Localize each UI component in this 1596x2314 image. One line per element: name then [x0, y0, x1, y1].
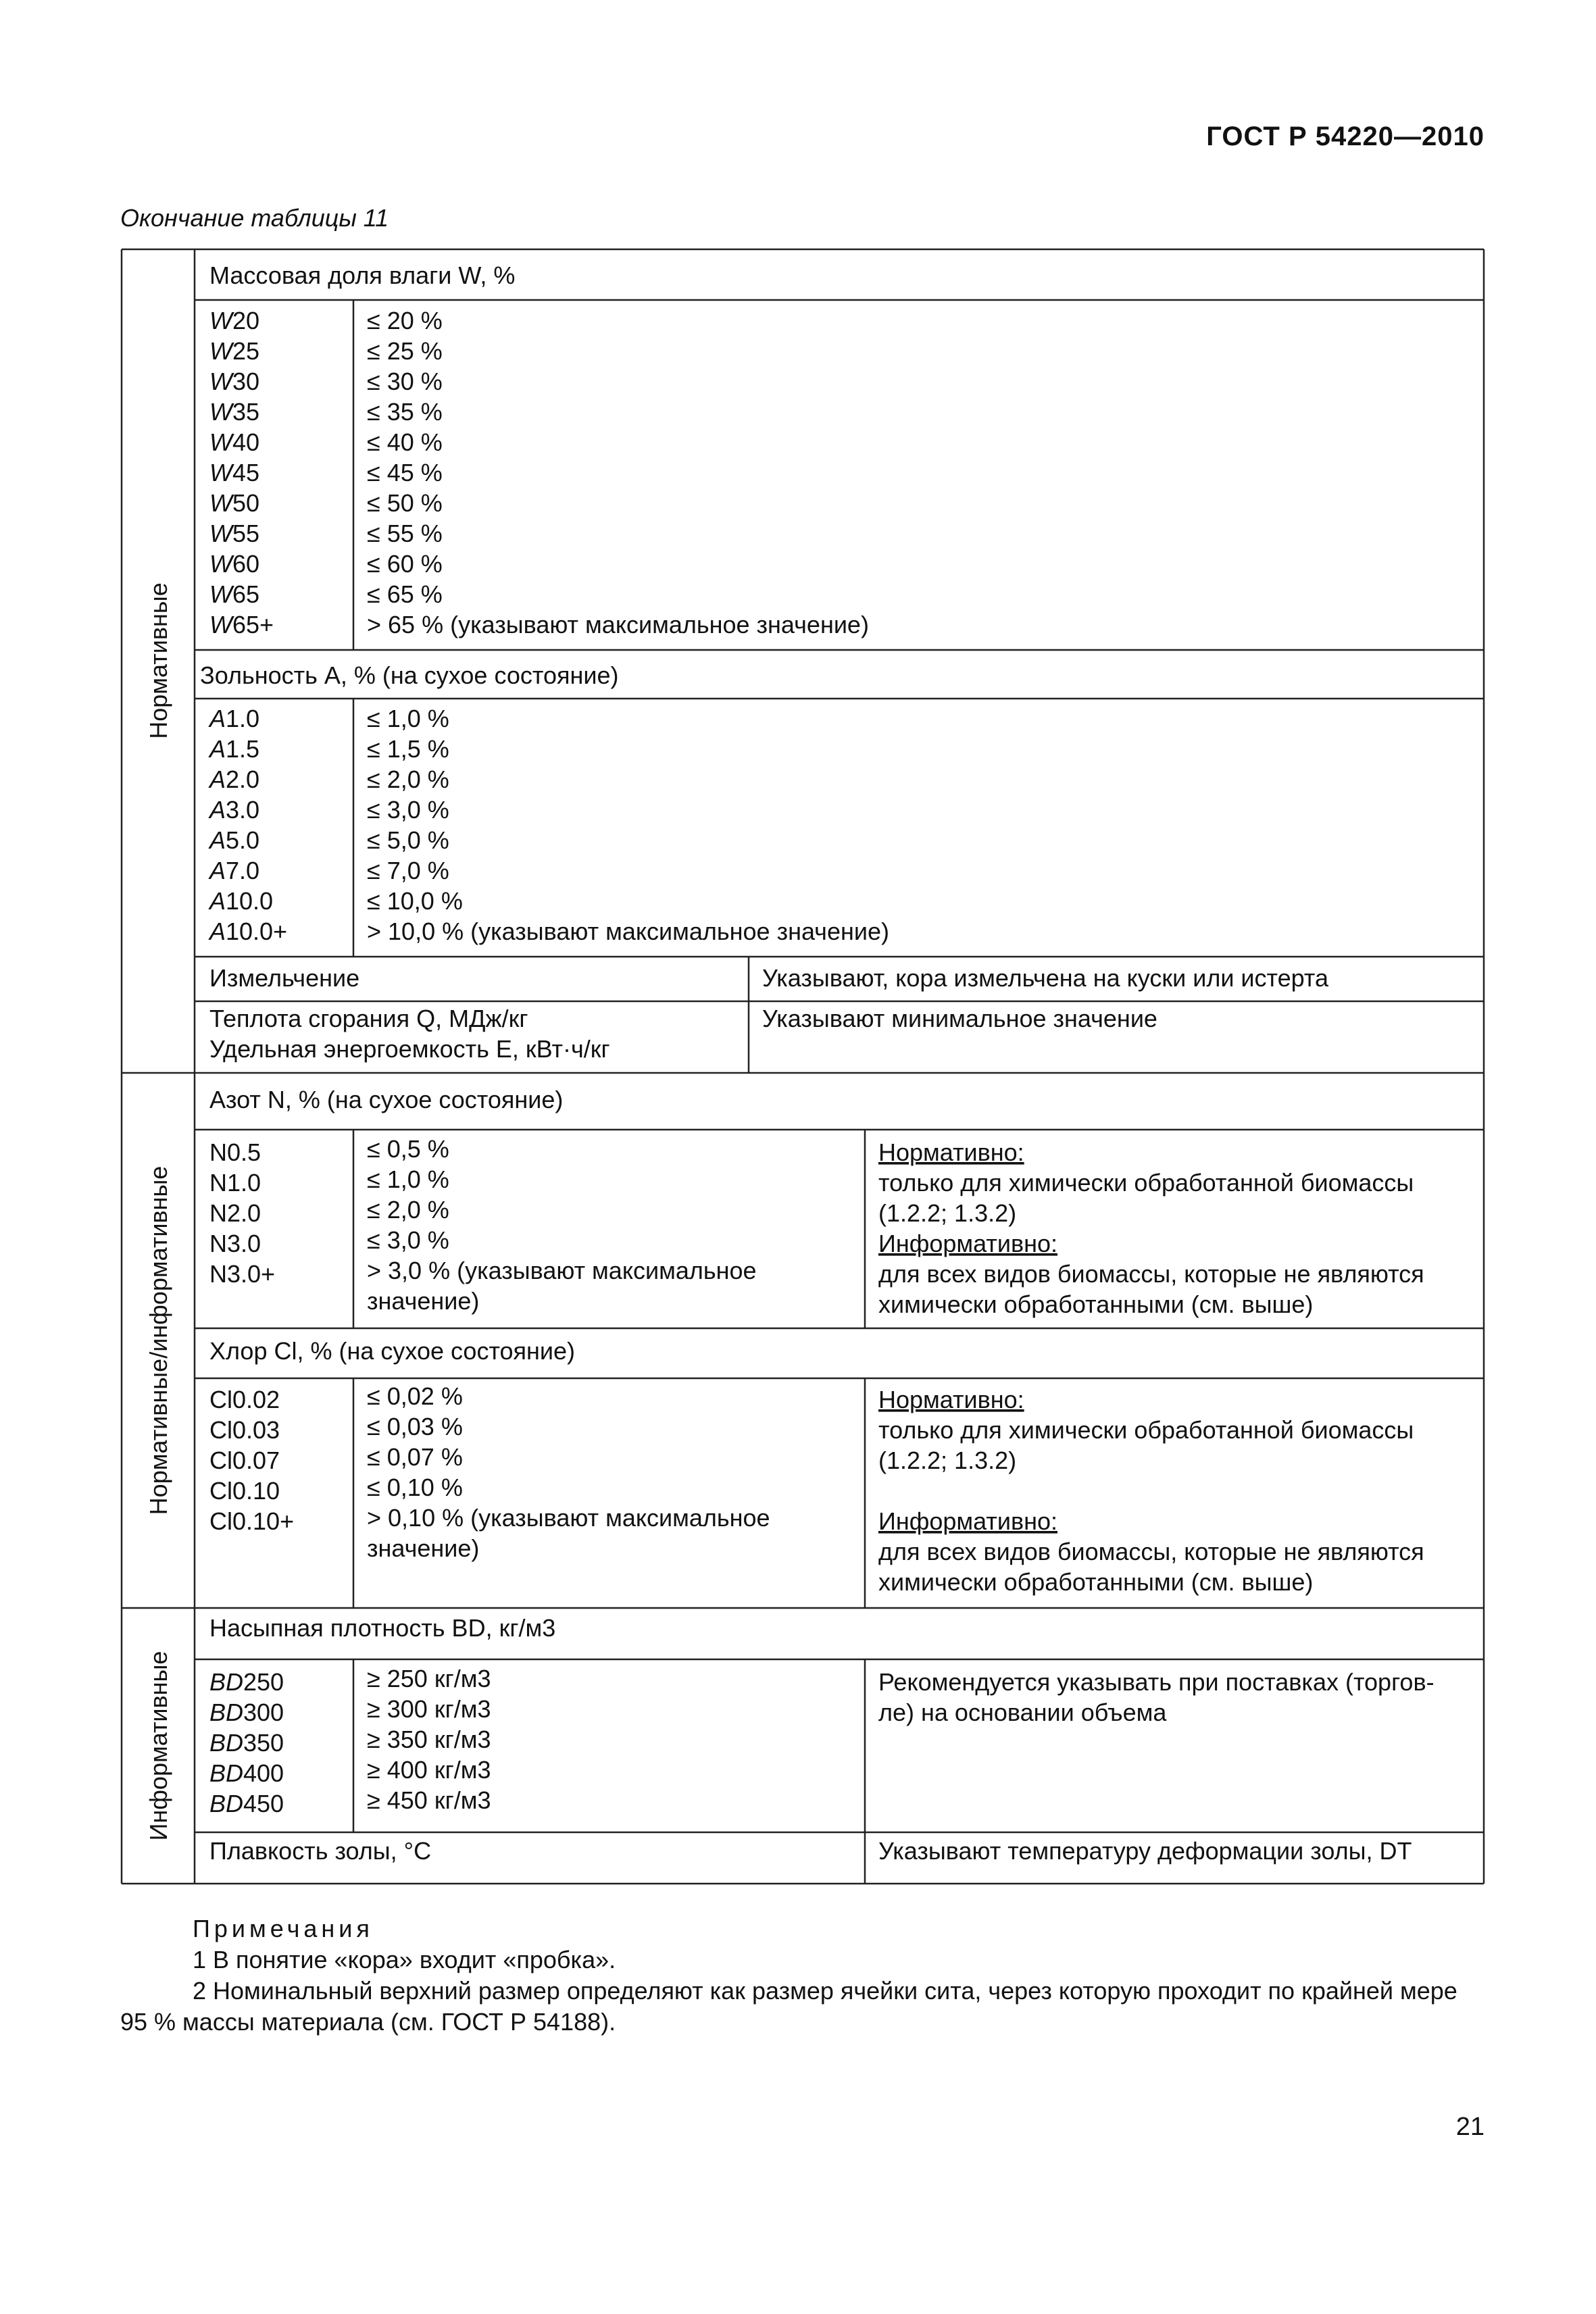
moisture-codes — [209, 307, 274, 638]
moisture-value: ≤ 20 % — [367, 307, 443, 334]
chlorine-note-text-1b: (1.2.2; 1.3.2) — [878, 1447, 1017, 1474]
moisture-code: W35 — [209, 398, 260, 426]
chlorine-value: ≤ 0,02 % — [367, 1382, 463, 1410]
chlorine-values — [367, 1382, 770, 1562]
ash-code: A1.0 — [209, 705, 260, 732]
ash-value: ≤ 1,5 % — [367, 735, 449, 763]
nitrogen-note-heading-2: Информативно: — [878, 1230, 1058, 1257]
nitrogen-note-text-2a: для всех видов биомассы, которые не являются — [878, 1260, 1424, 1288]
chlorine-code: Cl0.10 — [209, 1477, 280, 1505]
density-value: ≥ 400 кг/м3 — [367, 1756, 491, 1784]
grinding-value: Указывают, кора измельчена на куски или истерта — [762, 964, 1328, 992]
moisture-code: W60 — [209, 550, 260, 578]
chlorine-value: ≤ 0,10 % — [367, 1474, 463, 1501]
chlorine-note-text-2a: для всех видов биомассы, которые не являются — [878, 1538, 1424, 1565]
ash-title: Зольность A, % (на сухое состояние) — [200, 661, 619, 689]
moisture-value: > 65 % (указывают максимальное значение) — [367, 611, 869, 638]
chlorine-title: Хлор Cl, % (на сухое состояние) — [209, 1337, 576, 1365]
nitrogen-value: ≤ 2,0 % — [367, 1196, 449, 1224]
moisture-values — [367, 307, 869, 638]
density-code: BD450 — [209, 1790, 284, 1817]
density-value: ≥ 300 кг/м3 — [367, 1695, 491, 1723]
page-number: 21 — [1455, 2113, 1485, 2141]
nitrogen-note-text-1a: только для химически обработанной биомассы — [878, 1169, 1414, 1197]
density-code: BD250 — [209, 1668, 284, 1696]
ash-code: A3.0 — [209, 796, 260, 824]
ash-code: A1.5 — [209, 735, 260, 763]
nitrogen-value: ≤ 3,0 % — [367, 1226, 449, 1254]
ash-code: A10.0+ — [209, 917, 288, 945]
moisture-code: W25 — [209, 337, 260, 365]
ash-value: ≤ 2,0 % — [367, 765, 449, 793]
nitrogen-value: ≤ 1,0 % — [367, 1165, 449, 1193]
grinding-label: Измельчение — [209, 964, 360, 992]
moisture-value: ≤ 45 % — [367, 459, 443, 486]
chlorine-value: > 0,10 % (указывают максимальное — [367, 1504, 770, 1532]
ash-value: ≤ 3,0 % — [367, 796, 449, 824]
ash-values — [367, 705, 889, 945]
notes-title: Примечания — [193, 1915, 374, 1942]
nitrogen-code: N3.0+ — [209, 1260, 276, 1288]
density-codes — [209, 1668, 284, 1817]
standard-header: ГОСТ Р 54220—2010 — [1206, 122, 1485, 151]
chlorine-code: Cl0.07 — [209, 1447, 280, 1474]
moisture-code: W65+ — [209, 611, 274, 638]
nitrogen-codes — [209, 1138, 275, 1288]
moisture-value: ≤ 55 % — [367, 520, 443, 547]
nitrogen-code: N2.0 — [209, 1199, 261, 1227]
density-value: ≥ 250 кг/м3 — [367, 1665, 491, 1692]
density-title: Насыпная плотность BD, кг/м3 — [209, 1614, 556, 1642]
density-value: ≥ 350 кг/м3 — [367, 1726, 491, 1753]
table-caption: Окончание таблицы 11 — [120, 204, 389, 232]
heat-label-2: Удельная энергоемкость E, кВт·ч/кг — [209, 1035, 610, 1063]
ash-value: ≤ 5,0 % — [367, 826, 449, 854]
nitrogen-note-text-1b: (1.2.2; 1.3.2) — [878, 1199, 1017, 1227]
moisture-value: ≤ 60 % — [367, 550, 443, 578]
ash-value: > 10,0 % (указывают максимальное значение) — [367, 917, 889, 945]
chlorine-value: ≤ 0,03 % — [367, 1413, 463, 1440]
ash-codes — [208, 705, 287, 945]
ash-value: ≤ 7,0 % — [367, 857, 449, 884]
moisture-code: W55 — [209, 520, 260, 547]
moisture-value: ≤ 30 % — [367, 368, 443, 395]
moisture-code: W45 — [209, 459, 260, 486]
chlorine-value: значение) — [367, 1534, 480, 1562]
chlorine-value: ≤ 0,07 % — [367, 1443, 463, 1471]
section-label-normative: Нормативные — [145, 582, 172, 739]
moisture-code: W50 — [209, 489, 260, 517]
nitrogen-code: N3.0 — [209, 1230, 261, 1257]
ash-melting-value: Указывают температуру деформации золы, DT — [878, 1837, 1412, 1865]
chlorine-codes — [209, 1386, 294, 1535]
moisture-value: ≤ 35 % — [367, 398, 443, 426]
chlorine-note-heading-1: Нормативно: — [878, 1386, 1024, 1413]
ash-melting-label: Плавкость золы, °C — [209, 1837, 432, 1865]
notes-block — [120, 1913, 1485, 2038]
nitrogen-title: Азот N, % (на сухое состояние) — [209, 1086, 564, 1113]
moisture-code: W40 — [209, 428, 260, 456]
density-code: BD300 — [209, 1699, 284, 1726]
moisture-code: W30 — [209, 368, 260, 395]
chlorine-note-heading-2: Информативно: — [878, 1507, 1058, 1535]
nitrogen-code: N1.0 — [209, 1169, 261, 1197]
density-note-1: Рекомендуется указывать при поставках (торгов- — [878, 1668, 1435, 1696]
moisture-value: ≤ 50 % — [367, 489, 443, 517]
density-code: BD350 — [209, 1729, 284, 1757]
moisture-code: W20 — [209, 307, 260, 334]
nitrogen-value: ≤ 0,5 % — [367, 1135, 449, 1163]
note-1: 1 В понятие «кора» входит «пробка». — [193, 1946, 616, 1973]
section-label-normative-informative: Нормативные/информативные — [145, 1165, 172, 1515]
moisture-value: ≤ 40 % — [367, 428, 443, 456]
density-value: ≥ 450 кг/м3 — [367, 1786, 491, 1814]
nitrogen-note-text-2b: химически обработанными (см. выше) — [878, 1290, 1314, 1318]
ash-code: A7.0 — [209, 857, 260, 884]
density-code: BD400 — [209, 1759, 284, 1787]
nitrogen-value: значение) — [367, 1287, 480, 1315]
heat-value: Указывают минимальное значение — [762, 1005, 1157, 1032]
ash-value: ≤ 10,0 % — [367, 887, 463, 915]
chlorine-note-text-2b: химически обработанными (см. выше) — [878, 1568, 1314, 1596]
chlorine-code: Cl0.10+ — [209, 1507, 295, 1535]
nitrogen-code: N0.5 — [209, 1138, 261, 1166]
moisture-title: Массовая доля влаги W, % — [209, 261, 516, 289]
note-2: 2 Номинальный верхний размер определяют как размер ячейки сита, через которую проходит по крайней мере 95 % массы материала (см. ГОСТ Р 54188). — [120, 1977, 1457, 2036]
ash-code: A10.0 — [209, 887, 274, 915]
moisture-value: ≤ 65 % — [367, 580, 443, 608]
ash-code: A2.0 — [209, 765, 260, 793]
moisture-value: ≤ 25 % — [367, 337, 443, 365]
nitrogen-values — [367, 1135, 757, 1315]
chlorine-code: Cl0.02 — [209, 1386, 280, 1413]
moisture-code: W65 — [209, 580, 260, 608]
ash-code: A5.0 — [209, 826, 260, 854]
chlorine-note-text-1a: только для химически обработанной биомассы — [878, 1416, 1414, 1444]
section-label-informative: Информативные — [145, 1651, 172, 1841]
density-values — [367, 1665, 491, 1814]
nitrogen-value: > 3,0 % (указывают максимальное — [367, 1257, 757, 1284]
nitrogen-note-heading-1: Нормативно: — [878, 1138, 1024, 1166]
heat-label-1: Теплота сгорания Q, МДж/кг — [209, 1005, 528, 1032]
density-note-2: ле) на основании объема — [878, 1699, 1167, 1726]
chlorine-code: Cl0.03 — [209, 1416, 280, 1444]
ash-value: ≤ 1,0 % — [367, 705, 449, 732]
